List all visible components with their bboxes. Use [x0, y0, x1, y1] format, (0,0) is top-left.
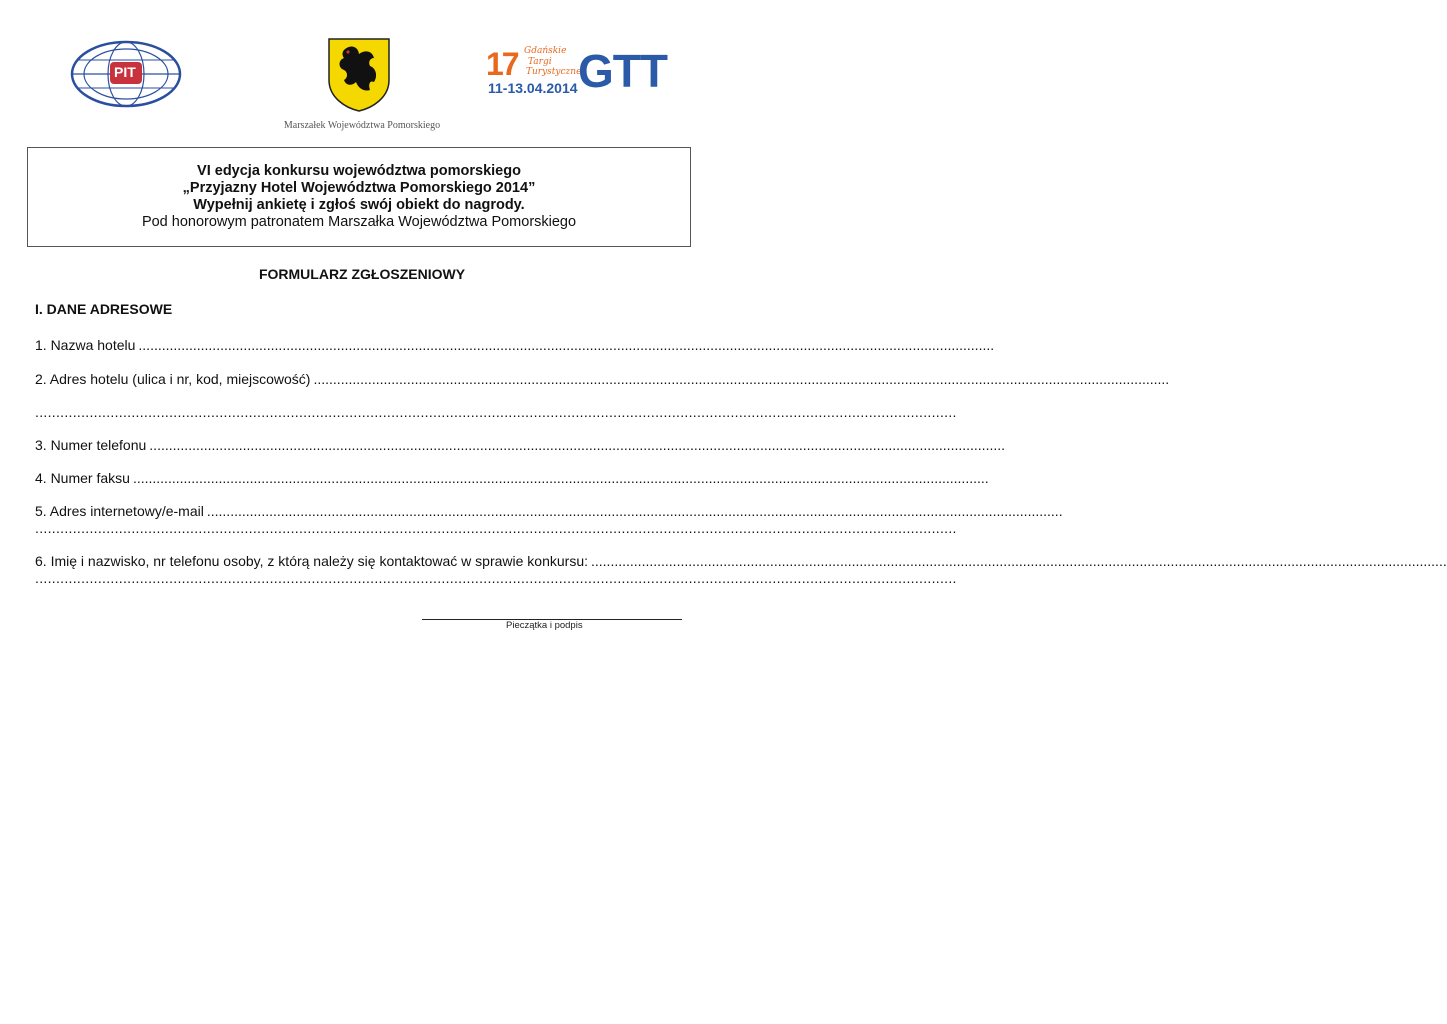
field-contact-person[interactable] [35, 553, 1447, 569]
field-label: 4. Numer faksu [35, 470, 133, 486]
gtt-number: 17 [486, 46, 518, 82]
field-label: 1. Nazwa hotelu [35, 337, 138, 353]
gtt-dates: 11-13.04.2014 [488, 80, 578, 96]
dotted-fill: ............................................................................................................................................................................................................................ [35, 570, 957, 586]
field-hotel-address[interactable] [35, 371, 1170, 387]
marshal-caption: Marszałek Województwa Pomorskiego [283, 120, 441, 131]
dotted-fill: ............................................................................................................................................................................................................................ [149, 437, 1006, 453]
field-label: 5. Adres internetowy/e-mail [35, 503, 207, 519]
gtt-script-2: Targi [528, 57, 552, 67]
gtt-script-1: Gdańskie [524, 46, 567, 56]
intro-box [27, 147, 691, 247]
dotted-fill: ............................................................................................................................................................................................................................ [35, 404, 957, 420]
dotted-fill: ............................................................................................................................................................................................................................ [132, 470, 989, 486]
gtt-fair-logo [486, 44, 676, 100]
pit-logo-text: PIT [114, 64, 136, 80]
field-fax[interactable] [35, 470, 989, 486]
intro-line-3: Wypełnij ankietę i zgłoś swój obiekt do nagrody. [193, 197, 525, 213]
field-label: 2. Adres hotelu (ulica i nr, kod, miejscowość) [35, 371, 313, 387]
field-website-email-continuation[interactable] [35, 520, 957, 536]
dotted-fill: ............................................................................................................................................................................................................................ [313, 371, 1170, 387]
dotted-fill: ............................................................................................................................................................................................................................ [138, 337, 995, 353]
pit-logo [68, 38, 184, 110]
field-hotel-address-continuation[interactable] [35, 404, 957, 420]
signature-caption: Pieczątka i podpis [506, 620, 583, 631]
field-contact-person-continuation[interactable] [35, 570, 957, 586]
field-label: 3. Numer telefonu [35, 437, 149, 453]
dotted-fill: ............................................................................................................................................................................................................................ [591, 553, 1447, 569]
form-title: FORMULARZ ZGŁOSZENIOWY [258, 266, 466, 282]
field-label: 6. Imię i nazwisko, nr telefonu osoby, z którą należy się kontaktować w sprawie konkursu: [35, 553, 591, 569]
intro-line-1: VI edycja konkursu województwa pomorskiego [197, 163, 521, 179]
field-website-email[interactable] [35, 503, 1063, 519]
intro-line-2: „Przyjazny Hotel Województwa Pomorskiego 2014” [182, 180, 536, 196]
gtt-acronym: GTT [578, 45, 667, 97]
dotted-fill: ............................................................................................................................................................................................................................ [35, 520, 957, 536]
section-title: I. DANE ADRESOWE [35, 301, 173, 317]
gtt-script-3: Turystyczne [526, 67, 582, 77]
field-hotel-name[interactable] [35, 337, 995, 353]
field-phone[interactable] [35, 437, 1006, 453]
pomorskie-crest-logo [326, 36, 392, 112]
intro-line-4: Pod honorowym patronatem Marszałka Województwa Pomorskiego [141, 214, 577, 230]
dotted-fill: ............................................................................................................................................................................................................................ [206, 503, 1063, 519]
